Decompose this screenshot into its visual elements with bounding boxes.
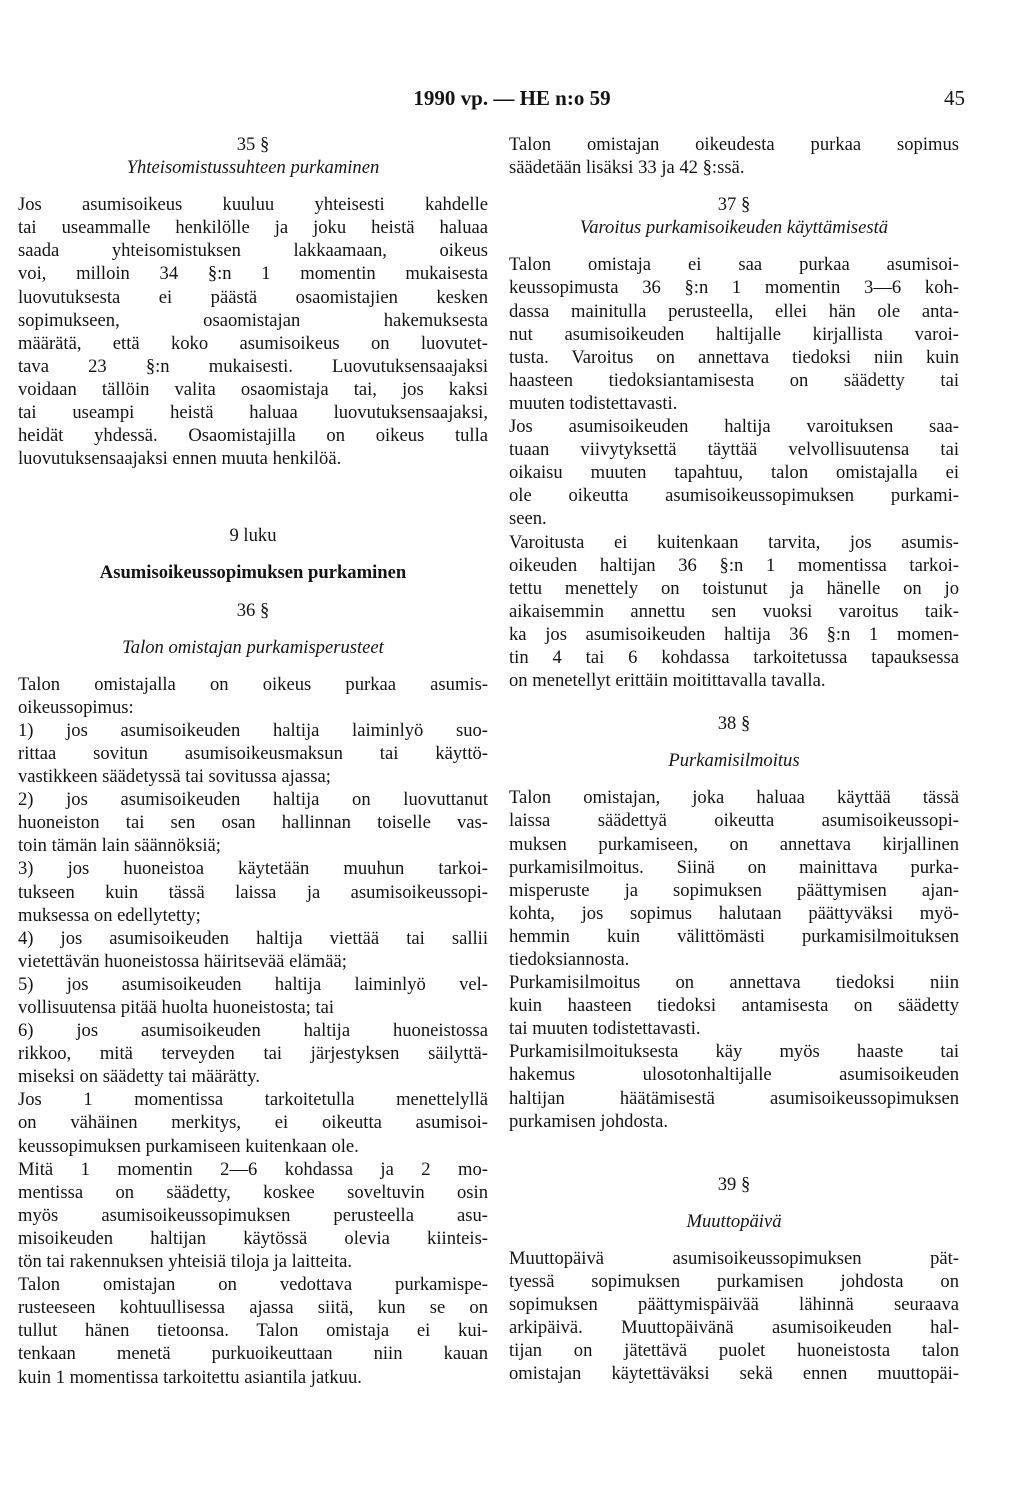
section-heading: Purkamisilmoitus — [668, 750, 800, 772]
text-line: rikkoo, mitä terveyden tai järjestyksen säilyttä- — [18, 1043, 488, 1065]
spacer — [18, 547, 488, 561]
text-line: seen. — [509, 508, 547, 530]
text-line: tiedoksiannosta. — [509, 949, 630, 970]
text-line: tava 23 §:n mukaisesti. Luovutuksensaajaksi — [18, 355, 488, 377]
text-line: keussopimuksen purkamiseen kuitenkaan ole. — [18, 1135, 359, 1157]
spacer — [18, 490, 488, 510]
text-line: Jos asumisoikeus kuuluu yhteisesti kahdelle — [18, 194, 488, 216]
text-line: keussopimusta 36 §:n 1 momentin 3—6 koh- — [509, 277, 959, 299]
text-line: oikaisu muuten tapahtuu, talon omistajalla ei — [509, 462, 959, 484]
text-line: Talon omistajan oikeudesta purkaa sopimus — [509, 134, 959, 155]
text-line: tullut hänen tietoonsa. Talon omistaja ei kui- — [18, 1320, 488, 1342]
spacer — [18, 659, 488, 673]
text-line: Varoitusta ei kuitenkaan tarvita, jos asumis- — [509, 531, 959, 553]
text-line: oikeussopimus: — [18, 696, 134, 718]
spacer — [509, 239, 959, 253]
text-line: ka jos asumisoikeuden haltija 36 §:n 1 momen- — [509, 623, 959, 645]
text-line: misperuste ja sopimuksen päättymisen ajan- — [509, 879, 959, 901]
text-line: misoikeuden haltijan käytössä olevia kiinteis- — [18, 1227, 488, 1249]
text-line: tettu menettely on toistunut ja hänelle on jo — [509, 577, 959, 599]
section-heading: 38 § — [717, 713, 751, 735]
spacer — [509, 735, 959, 749]
text-line: laissa säädettyä oikeutta asumisoikeussopi- — [509, 810, 959, 832]
text-line: heidät yhdessä. Osaomistajilla on oikeus tulla — [18, 425, 488, 447]
text-line: myös asumisoikeussopimuksen perusteella asu- — [18, 1204, 488, 1226]
section-heading: 9 luku — [229, 525, 277, 547]
text-line: Purkamisilmoituksesta käy myös haaste tai — [509, 1041, 959, 1063]
spacer — [18, 622, 488, 636]
text-line: luovutuksesta ei päästä osaomistajien kesken — [18, 286, 488, 308]
text-line: tai useampi heistä haluaa luovutuksensaajaksi, — [18, 402, 488, 424]
spacer — [18, 585, 488, 599]
text-line: rittaa sovitun asumisoikeusmaksun tai käyttö- — [18, 742, 488, 764]
text-line: tin 4 tai 6 kohdassa tarkoitetussa tapauksessa — [509, 646, 959, 668]
text-line: toin tämän lain säännöksiä; — [18, 835, 221, 857]
spacer — [509, 1233, 959, 1247]
text-line: on menetellyt erittäin moitittavalla tavalla. — [509, 670, 826, 692]
text-line: haasteen tiedoksiantamisesta on säädetty tai — [509, 369, 959, 391]
text-line: Talon omistaja ei saa purkaa asumisoi- — [509, 254, 959, 276]
text-line: omistajan käytettäväksi sekä ennen muuttopäi- — [509, 1363, 959, 1385]
text-line: hakemus ulosotonhaltijalle asumisoikeuden — [509, 1064, 959, 1086]
section-heading: Yhteisomistussuhteen purkaminen — [126, 157, 380, 179]
text-line: tukseen kuin tässä laissa ja asumisoikeussopi- — [18, 881, 488, 903]
text-line: Jos 1 momentissa tarkoitetulla menettelyllä — [18, 1089, 488, 1111]
text-line: vastikkeen säädetyssä tai sovitussa ajassa; — [18, 766, 331, 788]
text-line: nut asumisoikeuden haltijalle kirjallista varoi- — [509, 323, 959, 345]
running-header: 1990 vp. — HE n:o 59 — [413, 86, 611, 110]
text-line: arkipäivä. Muuttopäivänä asumisoikeuden hal- — [509, 1317, 959, 1339]
text-line: säädetään lisäksi 33 ja 42 §:ssä. — [509, 157, 745, 179]
text-line: voi, milloin 34 §:n 1 momentin mukaisesta — [18, 263, 488, 285]
text-line: 4) jos asumisoikeuden haltija viettää tai sallii — [18, 927, 488, 949]
text-line: Talon omistajan on vedottava purkamispe- — [18, 1274, 488, 1296]
section-heading: Talon omistajan purkamisperusteet — [122, 636, 384, 658]
spacer — [509, 1133, 959, 1153]
section-heading: 37 § — [717, 194, 751, 216]
spacer — [18, 470, 488, 490]
text-line: vollisuutensa pitää huolta huoneistosta; tai — [18, 997, 335, 1018]
text-line: sopimukseen, osaomistajan hakemuksesta — [18, 309, 488, 331]
text-line: 2) jos asumisoikeuden haltija on luovuttanut — [18, 789, 488, 811]
text-line: on vähäinen merkitys, ei oikeutta asumisoi- — [18, 1112, 488, 1134]
text-line: aikaisemmin annettu sen vuoksi varoitus taik- — [509, 600, 959, 622]
text-line: tuaan viivytyksettä täyttää velvollisuutensa tai — [509, 439, 959, 461]
text-line: oikeuden haltijan 36 §:n 1 momentissa tarkoi- — [509, 554, 959, 576]
text-line: määrätä, että koko asumisoikeus on luovutet- — [18, 332, 488, 354]
text-line: 3) jos huoneistoa käytetään muuhun tarkoi- — [18, 858, 488, 880]
text-line: rusteeseen kohtuullisessa ajassa siitä, kun se on — [18, 1297, 488, 1319]
text-line: luovutuksensaajaksi ennen muuta henkilöä. — [18, 448, 342, 470]
section-heading: 39 § — [717, 1173, 751, 1195]
section-heading: 35 § — [236, 134, 270, 155]
spacer — [509, 179, 959, 193]
text-line: purkamisilmoitus. Siinä on mainittava purka- — [509, 856, 959, 878]
text-line: 5) jos asumisoikeuden haltija laiminlyö vel- — [18, 973, 488, 995]
text-line: tijan on jätettävä puolet huoneistosta talon — [509, 1340, 959, 1362]
text-line: purkamisen johdosta. — [509, 1110, 669, 1132]
text-line: kuin haasteen tiedoksi antamisesta on säädetty — [509, 995, 959, 1017]
text-line: tai useammalle henkilölle ja joku heistä haluaa — [18, 217, 488, 239]
text-line: haltijan häätämisestä asumisoikeussopimuksen — [509, 1087, 959, 1109]
left-column — [18, 133, 488, 1389]
right-column — [509, 133, 959, 1386]
text-line: kuin 1 momentissa tarkoitettu asiantila jatkuu. — [18, 1366, 362, 1388]
text-line: tön tai rakennuksen yhteisiä tiloja ja laitteita. — [18, 1251, 353, 1273]
text-line: voidaan tällöin valita osaomistaja tai, jos kaksi — [18, 378, 488, 400]
text-line: muksessa on edellytetty; — [18, 904, 201, 926]
text-line: saada yhteisomistuksen lakkaamaan, oikeus — [18, 240, 488, 262]
text-line: muksen purkamiseen, on annettava kirjallinen — [509, 833, 959, 855]
page-number: 45 — [944, 86, 965, 110]
section-heading: Muuttopäivä — [686, 1210, 782, 1232]
text-line: tai muuten todistettavasti. — [509, 1018, 701, 1040]
text-line: 1) jos asumisoikeuden haltija laiminlyö suo- — [18, 719, 488, 741]
text-line: Muuttopäivä asumisoikeussopimuksen pät- — [509, 1247, 959, 1269]
text-line: Talon omistajan, joka haluaa käyttää tässä — [509, 787, 959, 809]
section-heading: Asumisoikeussopimuksen purkaminen — [99, 562, 407, 584]
text-line: huoneiston tai sen osan hallinnan toiselle vas- — [18, 812, 488, 834]
spacer — [509, 692, 959, 712]
text-line: ole oikeutta asumisoikeussopimuksen purkami- — [509, 485, 959, 507]
text-line: Mitä 1 momentin 2—6 kohdassa ja 2 mo- — [18, 1158, 488, 1180]
text-line: Jos asumisoikeuden haltija varoituksen saa- — [509, 416, 959, 438]
section-heading: 36 § — [236, 599, 270, 621]
section-heading: Varoitus purkamisoikeuden käyttämisestä — [579, 217, 889, 239]
text-line: 6) jos asumisoikeuden haltija huoneistossa — [18, 1020, 488, 1042]
text-line: miseksi on säädetty tai määrätty. — [18, 1066, 260, 1088]
text-line: Talon omistajalla on oikeus purkaa asumis- — [18, 673, 488, 695]
spacer — [509, 1196, 959, 1210]
text-line: Purkamisilmoitus on annettava tiedoksi niin — [509, 972, 959, 994]
text-line: dassa mainitulla perusteella, ellei hän ole anta- — [509, 300, 959, 322]
text-line: kohta, jos sopimus halutaan päättyväksi myö- — [509, 902, 959, 924]
spacer — [509, 1153, 959, 1173]
text-line: tenkaan menetä purkuoikeuttaan niin kauan — [18, 1343, 488, 1365]
spacer — [18, 510, 488, 524]
text-line: muuten todistettavasti. — [509, 392, 678, 414]
spacer — [18, 179, 488, 193]
text-line: tyessä sopimuksen purkamisen johdosta on — [509, 1271, 959, 1293]
text-line: vietettävän huoneistossa häiritsevää elämää; — [18, 950, 347, 972]
text-line: hemmin kuin välittömästi purkamisilmoituksen — [509, 925, 959, 947]
text-line: sopimuksen päättymispäivää lähinnä seuraava — [509, 1294, 959, 1316]
spacer — [509, 772, 959, 786]
text-line: tusta. Varoitus on annettava tiedoksi niin kuin — [509, 346, 959, 368]
text-line: mentissa on säädetty, koskee soveltuvin osin — [18, 1181, 488, 1203]
